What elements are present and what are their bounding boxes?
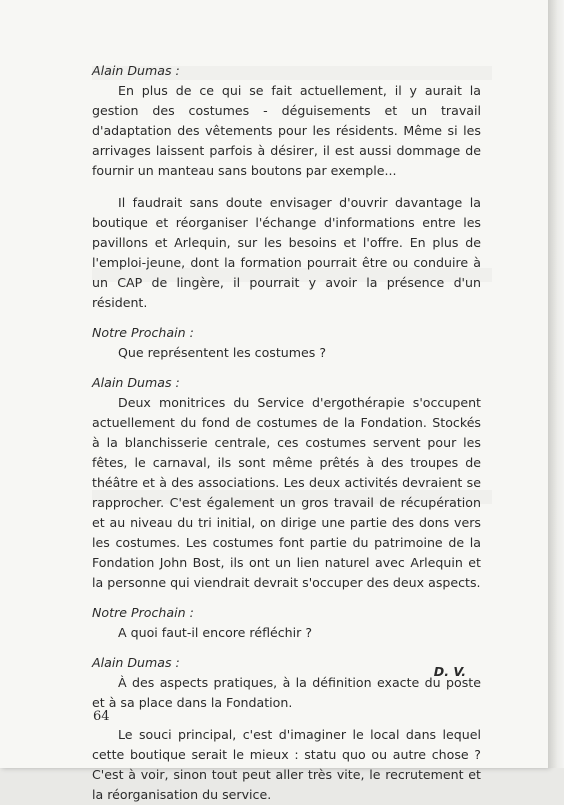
speaker-label: Alain Dumas : [92,655,180,670]
paragraph: Deux monitrices du Service d'ergothérapie s'occupent actuellement du fond de costumes de la Fondation. Stockés à la blanchisserie centrale, ces costumes servent pour les fêtes, le carnaval, ils sont même prêtés à des troupes de théâtre et à des associations. Les deux activités devraient se rapprocher. C'est également un gros travail de récupération et au niveau du tri initial, on dirige une partie des dons vers les costumes. Les costumes font partie du patrimoine de la Fondation John Bost, ils ont un lien naturel avec Arlequin et la personne qui viendrait devrait s'occuper des deux aspects. [92,395,481,590]
speaker-label: Alain Dumas : [92,375,180,390]
paragraph: Le souci principal, c'est d'imaginer le local dans lequel cette boutique serait le mieux : statu quo ou autre chose ? C'est à voir, sinon tout peut aller très vite, le recrutement et la réorganisation du service. [92,727,481,802]
speaker-label: Notre Prochain : [92,605,194,620]
book-binding-edge [548,0,564,768]
speaker-label: Notre Prochain : [92,325,194,340]
paragraph: A quoi faut-il encore réfléchir ? [118,625,313,640]
paragraph: Il faudrait sans doute envisager d'ouvrir davantage la boutique et réorganiser l'échange d'informations entre les pavillons et Arlequin, sur les besoins et l'offre. En plus de l'emploi-jeune, dont la formation pourrait être ou conduire à un CAP de lingère, il pourrait y avoir la présence d'un résident. [92,195,481,310]
document-body [92,61,481,805]
speaker-label: Alain Dumas : [92,63,180,78]
author-signature: D. V. [433,664,466,679]
paragraph: À des aspects pratiques, à la définition exacte du poste et à sa place dans la Fondation. [92,675,481,710]
paragraph: En plus de ce qui se fait actuellement, il y aurait la gestion des costumes - déguisements et un travail d'adaptation des vêtements pour les résidents. Même si les arrivages laissent parfois à désirer, il est aussi dommage de fournir un manteau sans boutons par exemple... [92,83,481,178]
page-number: 64 [93,709,110,724]
paragraph: Que représentent les costumes ? [118,345,327,360]
